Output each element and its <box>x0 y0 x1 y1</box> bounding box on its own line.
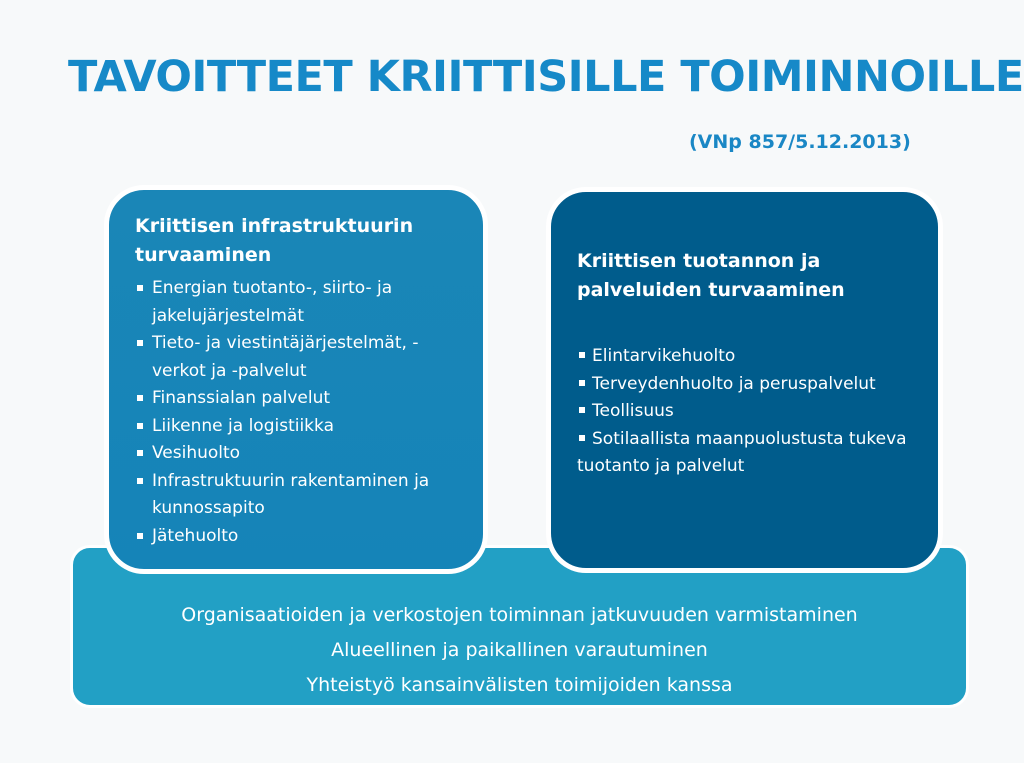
right-box <box>546 187 943 573</box>
left-box-heading: Kriittisen infrastruktuurin turvaaminen <box>135 215 414 266</box>
bullet-icon <box>137 395 143 401</box>
list-item-label: Finanssialan palvelut <box>152 388 331 408</box>
list-item-label: Jätehuolto <box>152 525 239 546</box>
slide-subtitle: (VNp 857/5.12.2013) <box>689 131 911 153</box>
bullet-icon <box>579 407 585 413</box>
list-item-label: Liikenne ja logistiikka <box>152 415 334 436</box>
list-item-label: Sotilaallista maanpuolustusta tukeva tuotanto ja palvelut <box>577 428 907 476</box>
left-box-list <box>135 275 465 550</box>
bullet-icon <box>137 450 143 456</box>
list-item-label: Infrastruktuurin rakentaminen ja kunnossapito <box>152 470 430 518</box>
list-item-label: Elintarvikehuolto <box>592 346 736 366</box>
bullet-icon <box>579 435 585 441</box>
list-item-label: Vesihuolto <box>152 443 241 463</box>
slide-title: TAVOITTEET KRIITTISILLE TOIMINNOILLE <box>68 52 1024 102</box>
list-item <box>135 523 465 551</box>
list-item <box>135 413 465 441</box>
bullet-icon <box>579 380 585 386</box>
list-item <box>135 468 465 523</box>
list-item <box>135 330 465 385</box>
list-item <box>577 371 937 399</box>
list-item <box>577 426 937 481</box>
list-item <box>577 398 937 426</box>
list-item-label: Energian tuotanto-, siirto- ja jakelujärjestelmät <box>152 278 393 326</box>
bullet-icon <box>137 340 143 346</box>
list-item <box>577 343 937 371</box>
list-item-label: Tieto- ja viestintäjärjestelmät, -verkot ja -palvelut <box>152 333 419 381</box>
list-item <box>135 275 465 330</box>
right-box-list <box>577 343 937 481</box>
bullet-icon <box>137 423 143 429</box>
bottom-line: Yhteistyö kansainvälisten toimijoiden kanssa <box>306 674 733 696</box>
left-box <box>104 185 488 574</box>
bottom-line: Alueellinen ja paikallinen varautuminen <box>331 639 708 661</box>
bullet-icon <box>137 478 143 484</box>
bullet-icon <box>579 352 585 358</box>
right-box-heading: Kriittisen tuotannon ja palveluiden turvaaminen <box>577 250 845 301</box>
list-item <box>135 385 465 413</box>
list-item-label: Terveydenhuolto ja peruspalvelut <box>592 373 876 394</box>
list-item-label: Teollisuus <box>592 401 674 421</box>
bottom-line: Organisaatioiden ja verkostojen toiminnan jatkuvuuden varmistaminen <box>181 604 858 626</box>
bullet-icon <box>137 285 143 291</box>
list-item <box>135 440 465 468</box>
bottom-box-lines <box>73 598 966 703</box>
bullet-icon <box>137 533 143 539</box>
